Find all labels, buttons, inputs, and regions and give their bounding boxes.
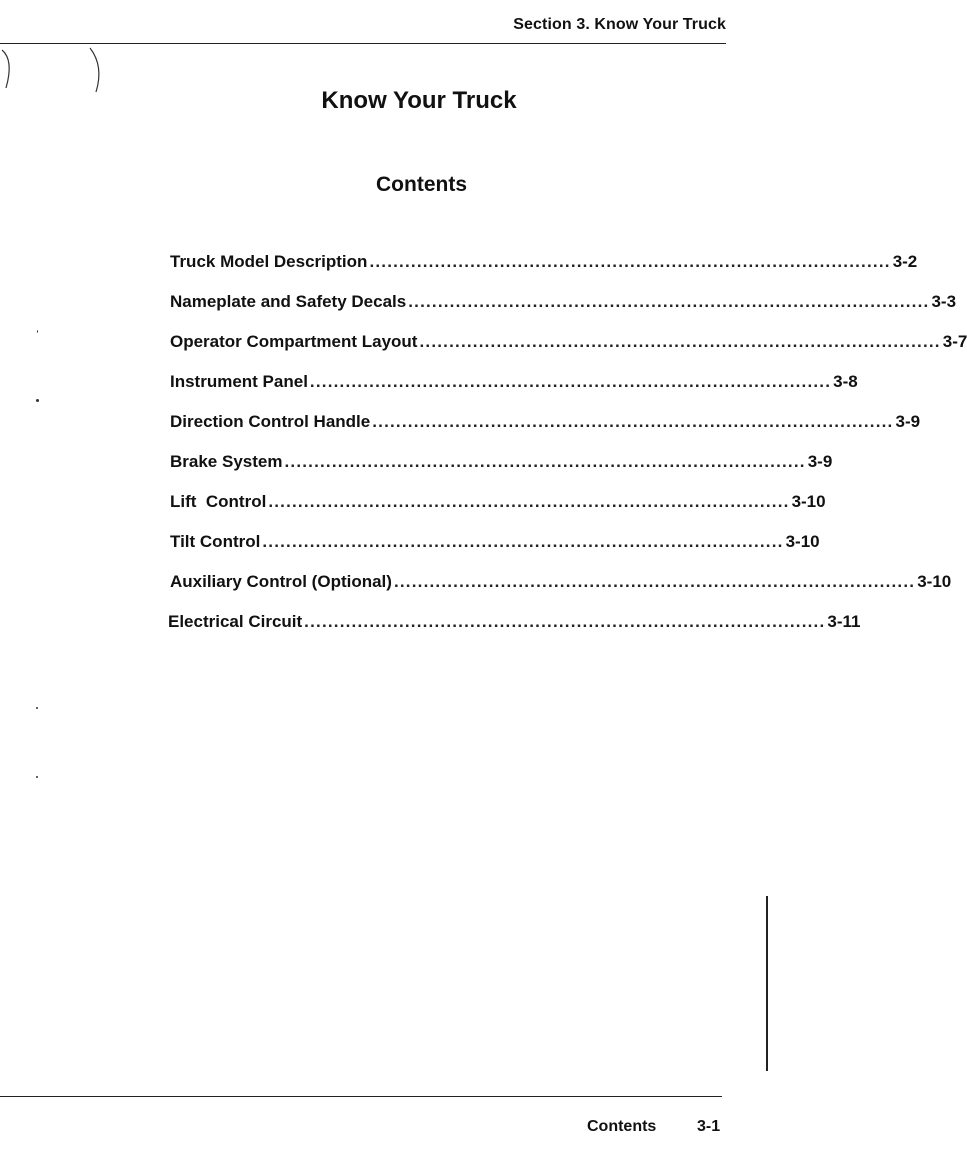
toc-entry[interactable] <box>170 452 833 492</box>
toc-entry-page: 3-11 <box>827 612 861 631</box>
toc-entry[interactable] <box>170 372 858 412</box>
dot-leader: ........................................................................................ <box>262 532 784 551</box>
table-of-contents <box>168 252 967 652</box>
scan-speck <box>37 330 38 333</box>
scan-speck <box>36 707 38 709</box>
toc-entry[interactable] <box>170 572 952 612</box>
toc-entry-title: Tilt Control <box>170 532 261 551</box>
toc-entry-page: 3-9 <box>895 412 921 431</box>
toc-entry-page: 3-2 <box>892 252 918 271</box>
toc-entry-page: 3-7 <box>942 332 967 351</box>
dot-leader: ........................................................................................ <box>408 292 930 311</box>
dot-leader: ........................................................................................ <box>268 492 790 511</box>
toc-entry-title: Operator Compartment Layout <box>170 332 418 351</box>
running-header: Section 3. Know Your Truck <box>513 16 726 33</box>
toc-entry[interactable] <box>170 252 918 292</box>
toc-entry-page: 3-10 <box>785 532 820 551</box>
toc-entry-page: 3-3 <box>931 292 957 311</box>
page-title: Know Your Truck <box>321 87 517 114</box>
toc-entry-title: Direction Control Handle <box>170 412 371 431</box>
toc-entry-title: Brake System <box>170 452 283 471</box>
binding-mark-right <box>90 48 99 92</box>
footer-label: Contents <box>587 1118 657 1135</box>
toc-entry[interactable] <box>170 332 967 372</box>
binding-mark-left <box>2 50 9 88</box>
scan-edge-line <box>766 896 768 1071</box>
dot-leader: ........................................................................................ <box>372 412 894 431</box>
dot-leader: ........................................................................................ <box>393 572 916 591</box>
dot-leader: ........................................................................................ <box>284 452 806 471</box>
scan-speck <box>36 776 38 778</box>
toc-entry-page: 3-9 <box>807 452 833 471</box>
toc-entry-title: Truck Model Description <box>170 252 368 271</box>
dot-leader: ........................................................................................ <box>369 252 891 271</box>
footer-page-number: 3-1 <box>697 1118 721 1135</box>
toc-entry-title: Lift Control <box>170 492 267 511</box>
toc-entry-title: Instrument Panel <box>170 372 308 391</box>
dot-leader: ........................................................................................ <box>309 372 832 391</box>
dot-leader: ........................................................................................ <box>304 612 826 631</box>
toc-entry-title: Nameplate and Safety Decals <box>170 292 407 311</box>
scan-speck <box>36 399 39 402</box>
contents-heading: Contents <box>376 173 467 196</box>
toc-entry-title: Electrical Circuit <box>168 612 303 631</box>
toc-entry[interactable] <box>168 612 861 652</box>
toc-entry[interactable] <box>170 412 921 452</box>
toc-entry-page: 3-8 <box>833 372 858 391</box>
toc-entry-page: 3-10 <box>917 572 952 591</box>
dot-leader: ........................................................................................ <box>419 332 941 351</box>
toc-entry[interactable] <box>170 492 826 532</box>
toc-entry-title: Auxiliary Control (Optional) <box>170 572 392 591</box>
footer-rule <box>0 1096 722 1097</box>
toc-entry[interactable] <box>170 532 820 572</box>
toc-entry-page: 3-10 <box>791 492 826 511</box>
toc-entry[interactable] <box>170 292 957 332</box>
